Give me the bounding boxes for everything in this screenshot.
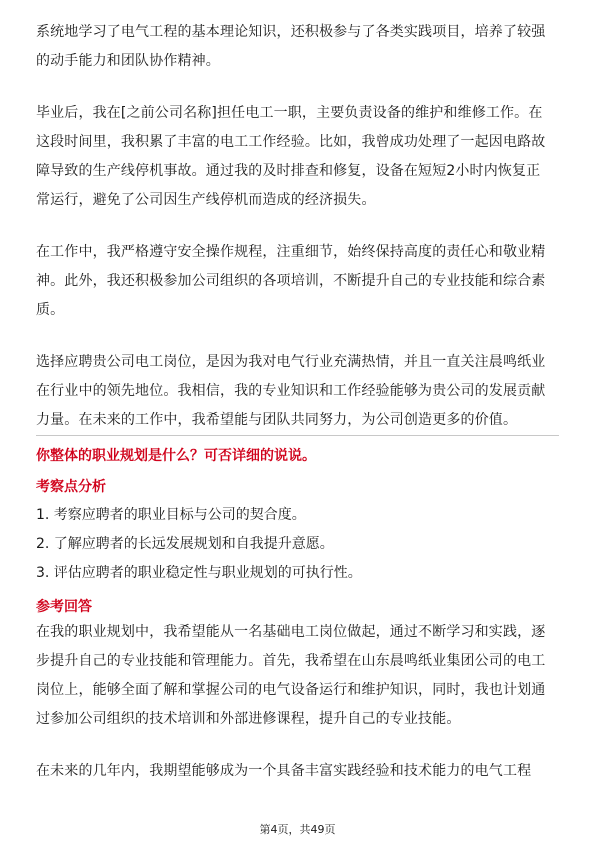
- text-line: 在我的职业规划中，我希望能从一名基础电工岗位做起，通过不断学习和实践，逐: [36, 624, 546, 640]
- document-page: [36, 18, 559, 786]
- text-line: 系统地学习了电气工程的基本理论知识，还积极参与了各类实践项目，培养了较强: [36, 24, 546, 40]
- text-line: 常运行，避免了公司因生产线停机而造成的经济损失。: [36, 192, 376, 208]
- text-line: 选择应聘贵公司电工岗位，是因为我对电气行业充满热情，并且一直关注晨鸣纸业: [36, 354, 546, 370]
- text-line: 步提升自己的专业技能和管理能力。首先，我希望在山东晨鸣纸业集团公司的电工: [36, 653, 546, 669]
- text-line: 障导致的生产线停机事故。通过我的及时排查和修复，设备在短短2小时内恢复正: [36, 163, 541, 179]
- paragraph-work-attitude: [36, 238, 559, 325]
- interview-question: 你整体的职业规划是什么？可否详细的说说。: [36, 448, 316, 464]
- paragraph-education: [36, 18, 559, 76]
- text-line: 毕业后，我在[之前公司名称]担任电工一职，主要负责设备的维护和维修工作。在: [36, 105, 543, 121]
- paragraph-motivation: [36, 348, 559, 435]
- text-line: 质。: [36, 302, 65, 318]
- analysis-item: 1. 考察应聘者的职业目标与公司的契合度。: [36, 507, 306, 523]
- section-divider: [36, 435, 559, 436]
- text-line: 过参加公司组织的技术培训和外部进修课程，提升自己的专业技能。: [36, 711, 461, 727]
- reference-answer-heading: 参考回答: [36, 599, 92, 615]
- paragraph-career-plan: [36, 618, 559, 734]
- text-line: 这段时间里，我积累了丰富的电工工作经验。比如，我曾成功处理了一起因电路故: [36, 134, 546, 150]
- text-line: 的动手能力和团队协作精神。: [36, 53, 220, 69]
- text-line: 在未来的几年内，我期望能够成为一个具备丰富实践经验和技术能力的电气工程: [36, 763, 532, 779]
- text-line: 在工作中，我严格遵守安全操作规程，注重细节，始终保持高度的责任心和敬业精: [36, 244, 546, 260]
- analysis-item: 3. 评估应聘者的职业稳定性与职业规划的可执行性。: [36, 565, 362, 581]
- paragraph-work-experience: [36, 99, 559, 215]
- text-line: 神。此外，我还积极参加公司组织的各项培训，不断提升自己的专业技能和综合素: [36, 273, 546, 289]
- page-number-footer: 第4页，共49页: [259, 823, 336, 836]
- text-line: 岗位上，能够全面了解和掌握公司的电气设备运行和维护知识，同时，我也计划通: [36, 682, 546, 698]
- paragraph-future-goal: [36, 757, 559, 786]
- analysis-item: 2. 了解应聘者的长远发展规划和自我提升意愿。: [36, 536, 334, 552]
- text-line: 在行业中的领先地位。我相信，我的专业知识和工作经验能够为贵公司的发展贡献: [36, 383, 546, 399]
- text-line: 力量。在未来的工作中，我希望能与团队共同努力，为公司创造更多的价值。: [36, 412, 518, 428]
- analysis-heading: 考察点分析: [36, 479, 106, 495]
